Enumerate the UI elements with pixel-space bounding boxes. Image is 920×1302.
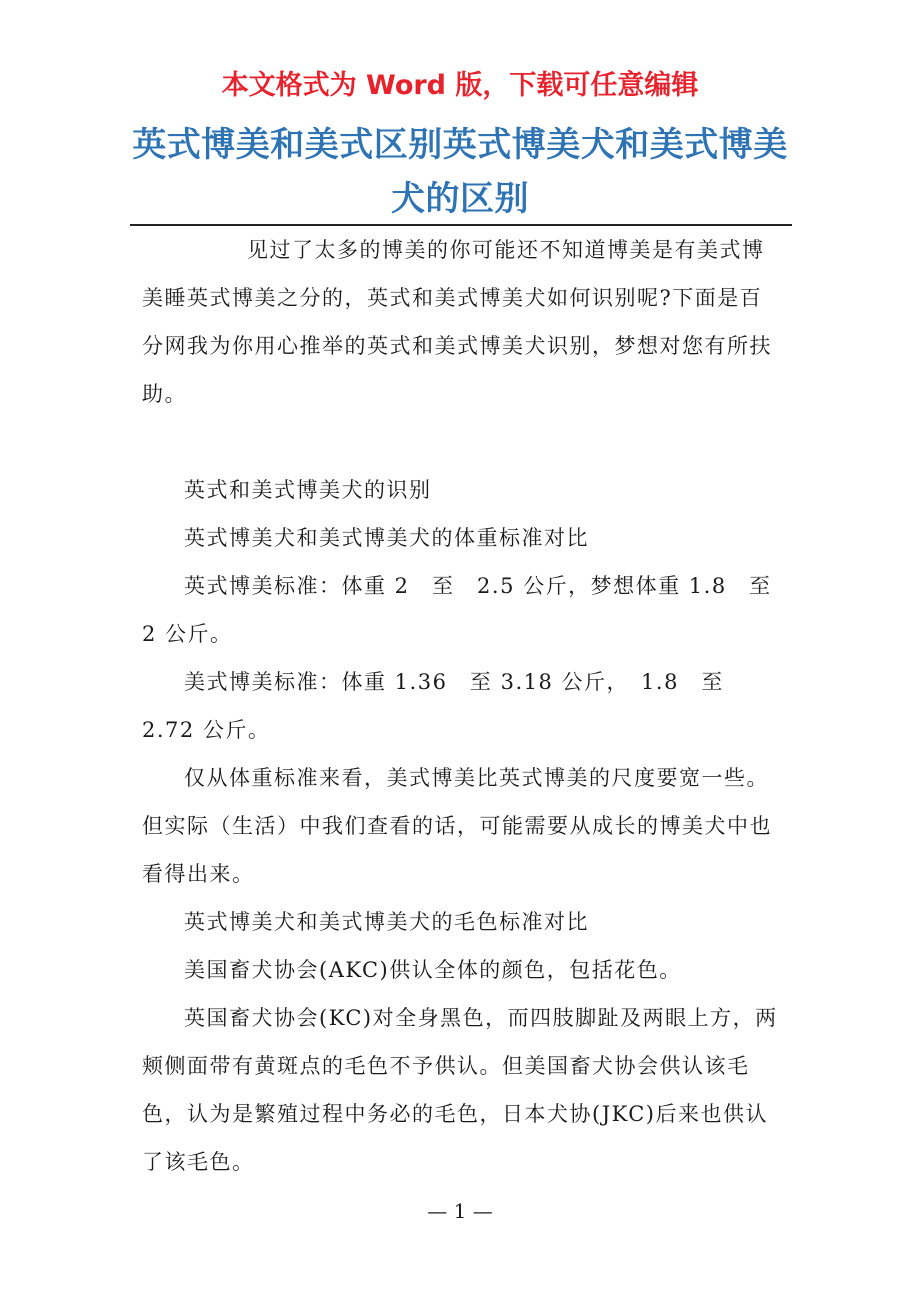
paragraph-english-weight: 英式博美标准：体重 2 至 2.5 公斤，梦想体重 1.8 至 2 公斤。 <box>142 574 772 646</box>
download-banner: 本文格式为 Word 版，下载可任意编辑 <box>221 70 699 101</box>
section-heading-identification: 英式和美式博美犬的识别 <box>184 478 432 502</box>
document-title: 英式博美和美式区别英式博美犬和美式博美犬的区别 <box>132 125 788 219</box>
paragraph-american-weight: 美式博美标准：体重 1.36 至 3.18 公斤， 1.8 至 2.72 公斤。 <box>142 670 747 742</box>
page-number: — 1 — <box>427 1199 493 1223</box>
paragraph-weight-comparison: 仅从体重标准来看，美式博美比英式博美的尺度要宽一些。但实际（生活）中我们查看的话，可能需要从成长的博美犬中也看得出来。 <box>142 766 772 886</box>
section-heading-coat-color: 英式博美犬和美式博美犬的毛色标准对比 <box>184 910 589 934</box>
paragraph-spacer <box>142 418 782 466</box>
intro-paragraph: 见过了太多的博美的你可能还不知道博美是有美式博美睡英式博美之分的，英式和美式博美犬如何识别呢?下面是百分网我为你用心推举的英式和美式博美犬识别，梦想对您有所扶助。 <box>142 238 772 406</box>
document-body <box>142 226 782 1186</box>
paragraph-akc: 美国畜犬协会(AKC)供认全体的颜色，包括花色。 <box>184 958 682 982</box>
paragraph-kc: 英国畜犬协会(KC)对全身黑色，而四肢脚趾及两眼上方，两颊侧面带有黄斑点的毛色不予供认。但美国畜犬协会供认该毛色，认为是繁殖过程中务必的毛色，日本犬协(JKC)后来也供认了该毛色。 <box>142 1006 778 1174</box>
section-heading-weight: 英式博美犬和美式博美犬的体重标准对比 <box>184 526 589 550</box>
